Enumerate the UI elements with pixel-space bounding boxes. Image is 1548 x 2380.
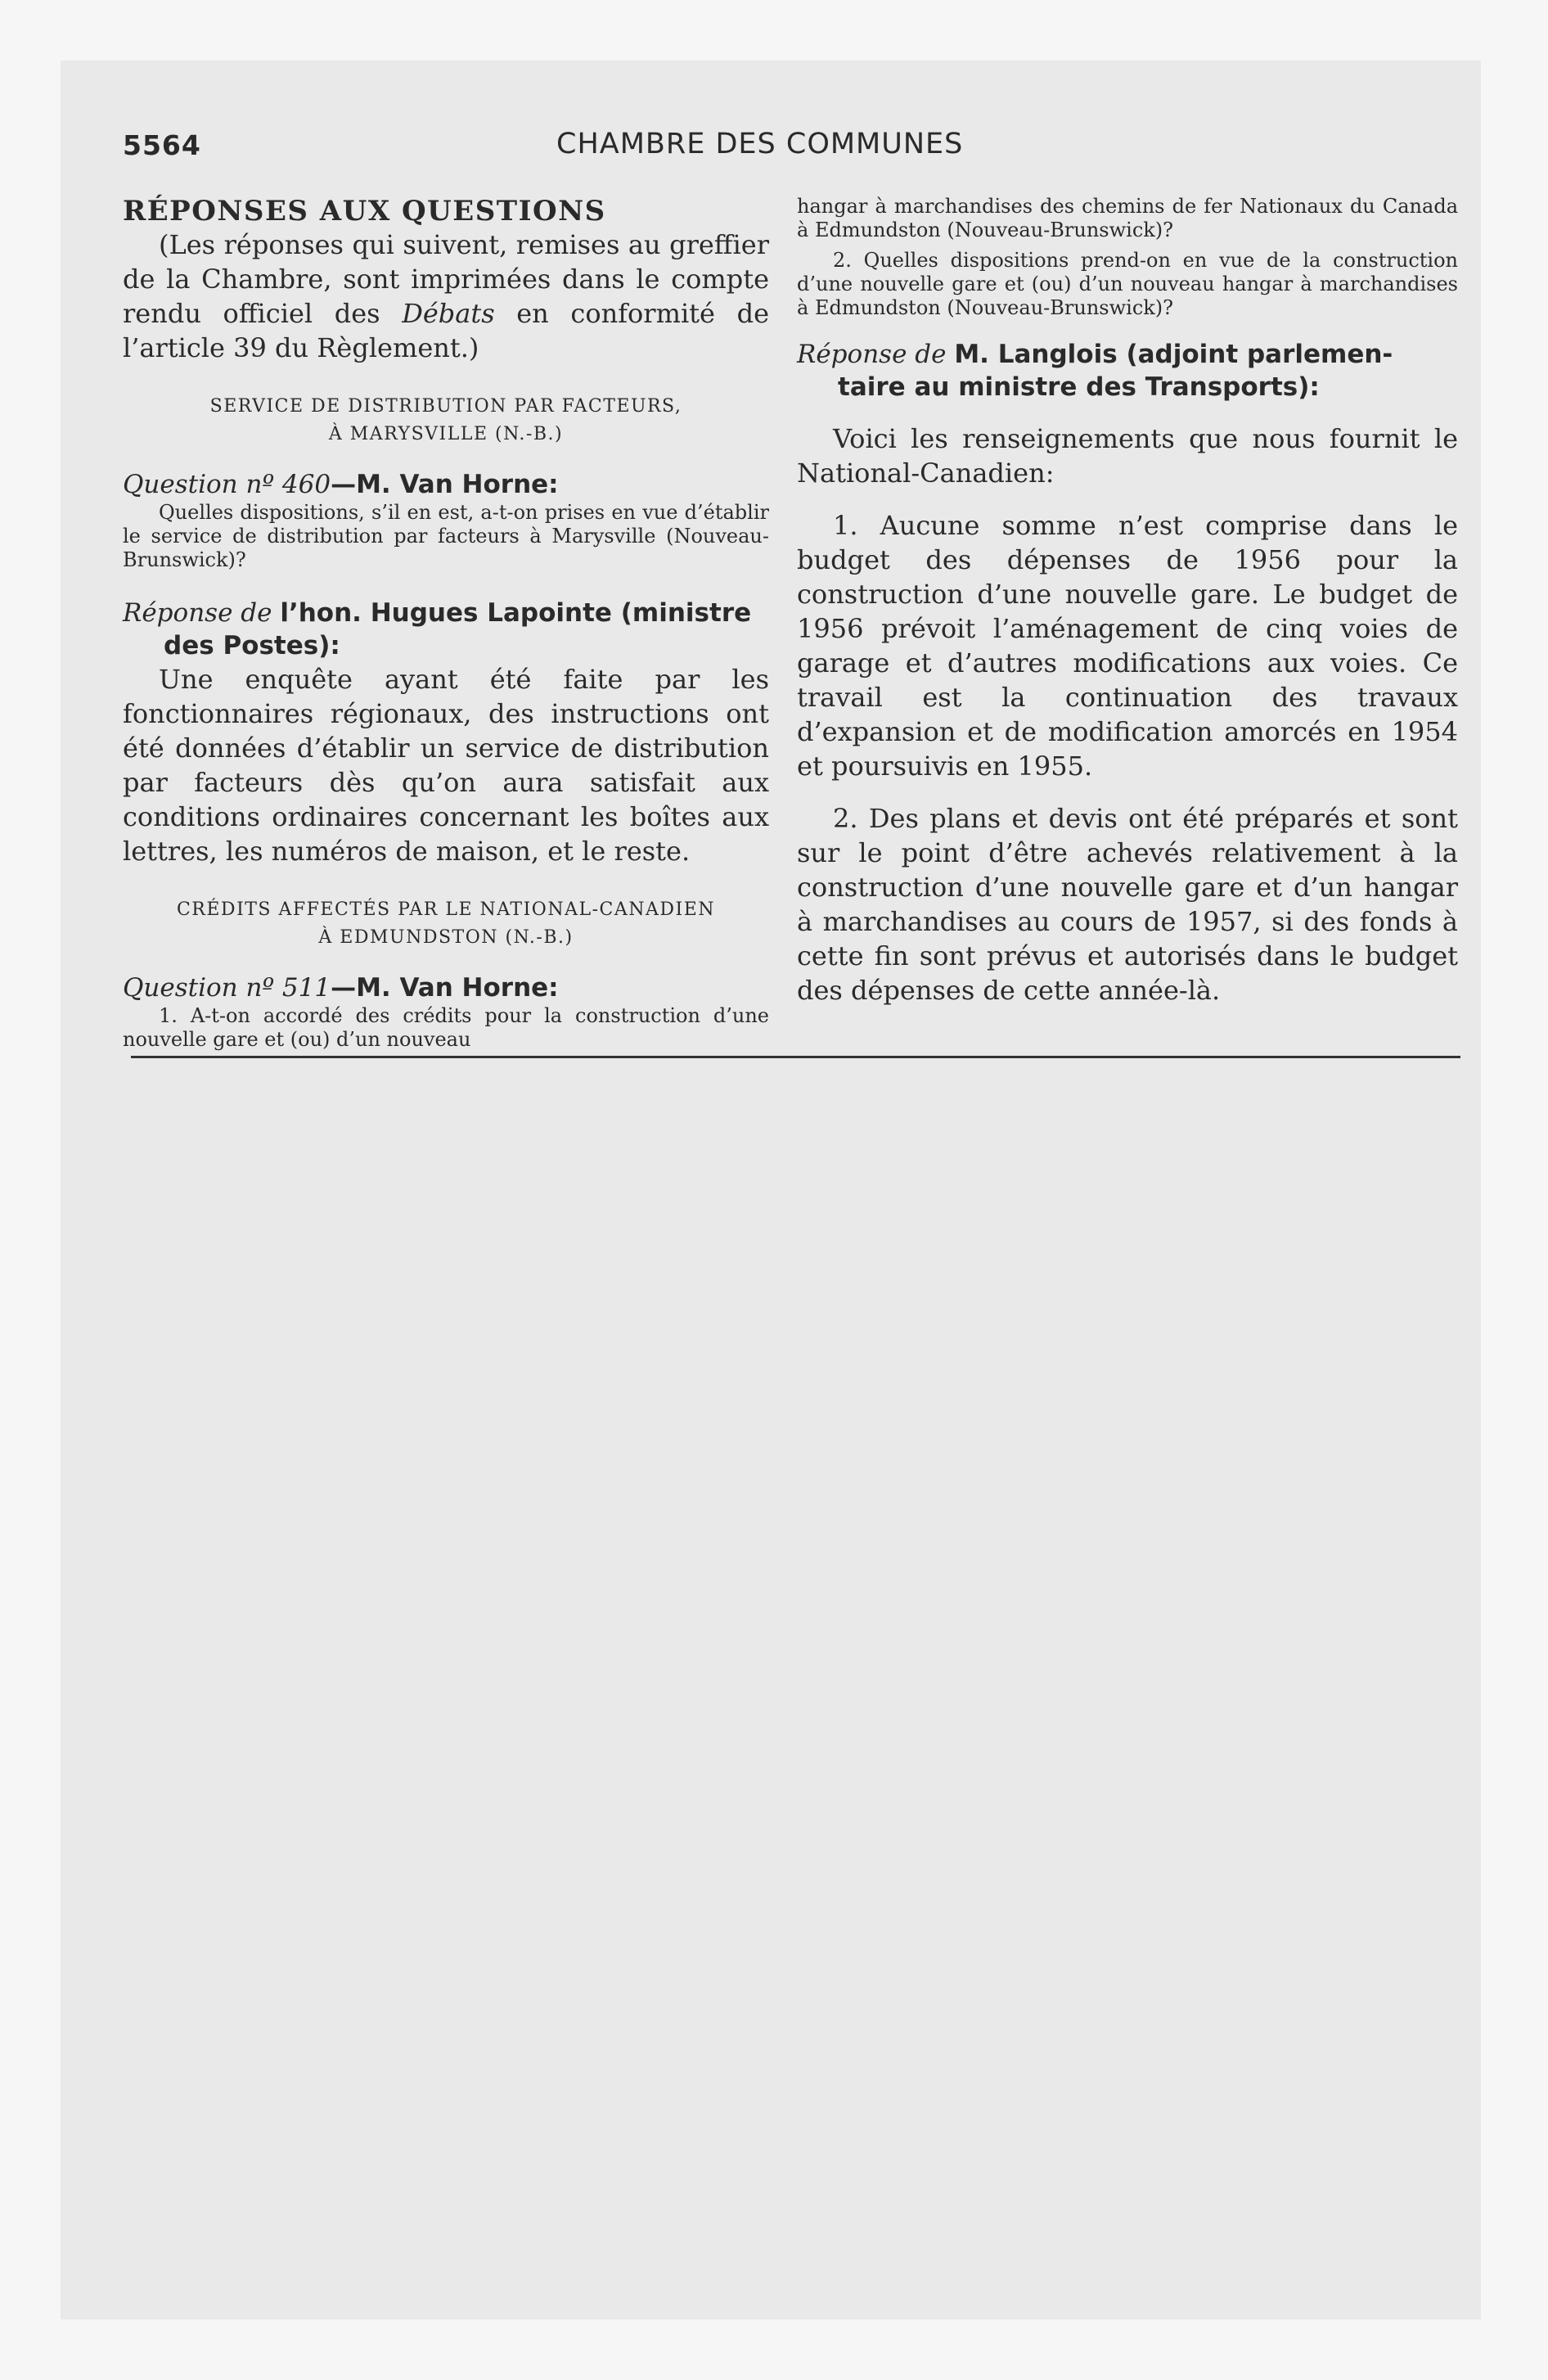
response-460: [123, 597, 769, 662]
bottom-rule: [131, 1056, 1460, 1058]
question-511-item-1: 1. A-t-on accordé des crédits pour la construction d’une nouvelle gare et (ou) d’un nouveau: [123, 1004, 769, 1051]
running-title: CHAMBRE DES COMMUNES: [556, 128, 964, 160]
question-511-item-2: 2. Quelles dispositions prend-on en vue de la construction d’une nouvelle gare et (ou) d’un nouveau hangar à marchandises à Edmundston (Nouveau-Brunswick)?: [797, 249, 1458, 319]
question-460-text: Quelles dispositions, s’il en est, a-t-on prises en vue d’établir le service de distribution par facteurs à Marysville (Nouveau-Brunswick)?: [123, 501, 769, 571]
question-label: Question nº 511: [123, 973, 331, 1003]
question-511-item-1-continued: hangar à marchandises des chemins de fer Nationaux du Canada à Edmundston (Nouveau-Brunswick)?: [797, 195, 1458, 241]
response-speaker: des Postes):: [164, 631, 340, 660]
right-column: [797, 195, 1458, 1007]
intro-text-before: (Les réponses qui suivent, remises au greffier de la Chambre, sont imprimées dans le compte rendu officiel des: [123, 229, 769, 329]
subhead-marysville: [123, 393, 769, 449]
question-member: —M. Van Horne:: [331, 470, 559, 499]
response-label: Réponse de: [797, 340, 955, 369]
response-speaker: M. Langlois (adjoint parlemen-: [954, 340, 1393, 369]
intro-paragraph: [123, 228, 769, 365]
response-speaker: l’hon. Hugues Lapointe (ministre: [280, 598, 752, 628]
page-number: 5564: [123, 129, 201, 161]
response-label: Réponse de: [123, 598, 281, 628]
subhead-line: CRÉDITS AFFECTÉS PAR LE NATIONAL-CANADIEN: [176, 899, 716, 920]
subhead-line: À EDMUNDSTON (N.-B.): [318, 927, 574, 948]
left-column: [123, 195, 769, 1052]
intro-text-italic: Débats: [402, 298, 495, 329]
answer-511-point-1: 1. Aucune somme n’est comprise dans le budget des dépenses de 1956 pour la construction d’une nouvelle gare. Le budget de 1956 prévoit l’aménagement de cinq voies de garage et d’autres modifications aux voies. Ce travail est la continuation des travaux d’expansion et de modification amorcés en 1954 et poursuivis en 1955.: [797, 510, 1458, 782]
answer-460: Une enquête ayant été faite par les fonctionnaires régionaux, des instructions ont été données d’établir un service de distribution par facteurs dès qu’on aura satisfait aux conditions ordinaires concernant les boîtes aux lettres, les numéros de maison, et le reste.: [123, 664, 769, 867]
answer-511-intro: Voici les renseignements que nous fournit le National-Canadien:: [797, 423, 1458, 489]
question-label: Question nº 460: [123, 470, 331, 499]
subhead-edmundston: [123, 896, 769, 952]
question-460: [123, 468, 769, 501]
response-511: [797, 338, 1458, 403]
question-member: —M. Van Horne:: [331, 973, 559, 1003]
question-511: [123, 971, 769, 1004]
answer-511-point-2: 2. Des plans et devis ont été préparés et sont sur le point d’être achevés relativement à la construction d’une nouvelle gare et d’un hangar à marchandises au cours de 1957, si des fonds à cette fin sont prévus et autorisés dans le budget des dépenses de cette année-là.: [797, 803, 1458, 1006]
section-title: RÉPONSES AUX QUESTIONS: [123, 195, 606, 228]
subhead-line: SERVICE DE DISTRIBUTION PAR FACTEURS,: [209, 396, 682, 417]
intro-text-after: en conformité de l’article 39 du Règlement.): [123, 298, 770, 363]
response-speaker: taire au ministre des Transports):: [838, 372, 1320, 402]
subhead-line: À MARYSVILLE (N.-B.): [328, 424, 564, 444]
